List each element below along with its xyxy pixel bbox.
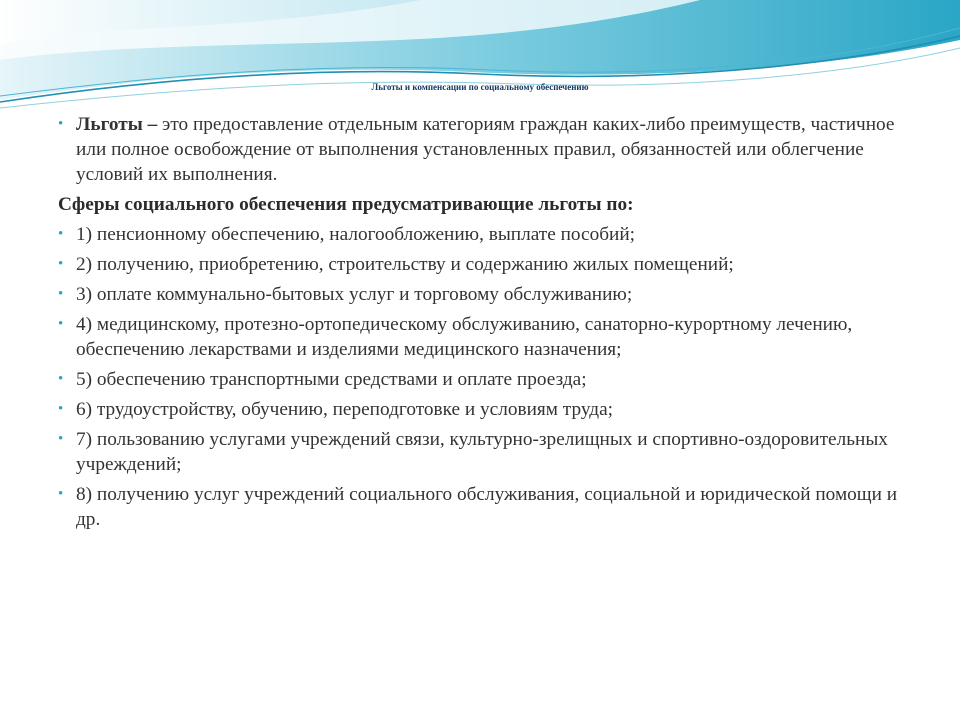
header-wave-decoration bbox=[0, 0, 960, 120]
list-item bbox=[58, 222, 918, 247]
list-item-text: 8) получению услуг учреждений социального обслуживания, социальной и юридической помощи и др. bbox=[76, 484, 898, 530]
list-item-text: 3) оплате коммунально-бытовых услуг и торговому обслуживанию; bbox=[76, 284, 633, 305]
list-item-text: 6) трудоустройству, обучению, переподготовке и условиям труда; bbox=[76, 399, 613, 420]
bullet-icon: • bbox=[58, 486, 64, 502]
bullet-icon: • bbox=[58, 116, 64, 132]
list-item-text: 5) обеспечению транспортными средствами и оплате проезда; bbox=[76, 369, 587, 390]
list-item bbox=[58, 367, 918, 392]
list-item bbox=[58, 312, 918, 362]
list-item bbox=[58, 427, 918, 477]
bullet-icon: • bbox=[58, 286, 64, 302]
list-item bbox=[58, 282, 918, 307]
bullet-icon: • bbox=[58, 371, 64, 387]
bullet-icon: • bbox=[58, 401, 64, 417]
spheres-heading: Сферы социального обеспечения предусматривающие льготы по: bbox=[58, 194, 634, 215]
bullet-icon: • bbox=[58, 316, 64, 332]
bullet-icon: • bbox=[58, 431, 64, 447]
list-item bbox=[58, 252, 918, 277]
slide-content bbox=[58, 112, 918, 537]
list-item-text: 2) получению, приобретению, строительству и содержанию жилых помещений; bbox=[76, 254, 734, 275]
definition-item bbox=[58, 112, 918, 187]
definition-text: это предоставление отдельным категориям граждан каких-либо преимуществ, частичное или полное освобождение от выполнения установленных правил, обязанностей или облегчение условий их выполнения. bbox=[76, 114, 895, 185]
slide-title: Льготы и компенсации по социальному обеспечению bbox=[371, 82, 589, 92]
bullet-icon: • bbox=[58, 256, 64, 272]
list-item-text: 1) пенсионному обеспечению, налогообложению, выплате пособий; bbox=[76, 224, 636, 245]
list-item bbox=[58, 482, 918, 532]
list-item-text: 7) пользованию услугами учреждений связи, культурно-зрелищных и спортивно-оздоровительных учреждений; bbox=[76, 429, 888, 475]
list-item-text: 4) медицинскому, протезно-ортопедическому обслуживанию, санаторно-курортному лечению, обеспечению лекарствами и изделиями медицинского назначения; bbox=[76, 314, 853, 360]
list-item bbox=[58, 397, 918, 422]
definition-term: Льготы – bbox=[76, 114, 158, 135]
bullet-icon: • bbox=[58, 226, 64, 242]
